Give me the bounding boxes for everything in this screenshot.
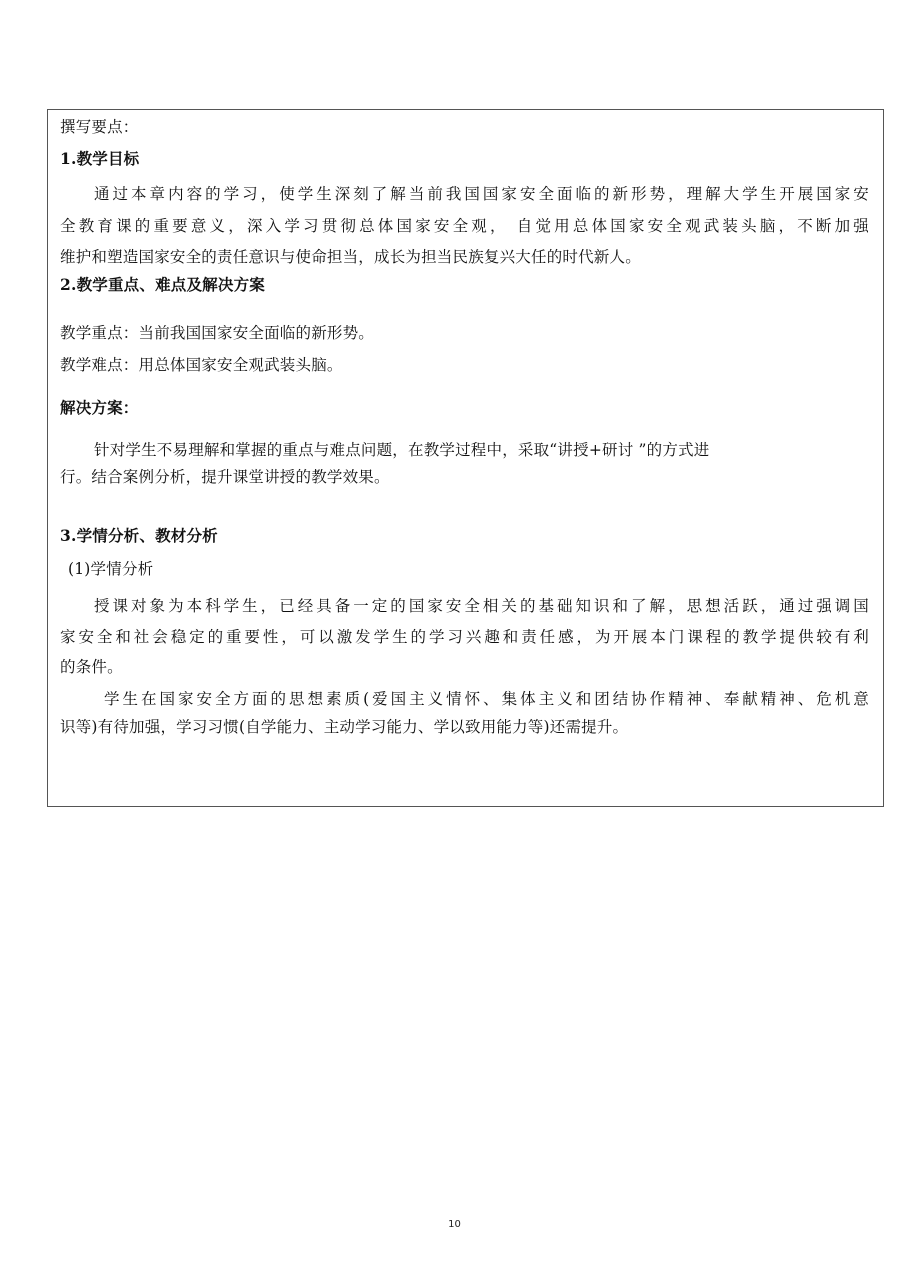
- goal-line-3: 维护和塑造国家安全的责任意识与使命担当，成长为担当民族复兴大任的时代新人。: [60, 248, 641, 266]
- solution-line-2: 行。结合案例分析，提升课堂讲授的教学效果。: [60, 468, 390, 486]
- page-number: 10: [448, 1219, 461, 1230]
- analysis-sub-heading: (1)学情分析: [68, 560, 154, 578]
- section-heading-focus: 2.教学重点、难点及解决方案: [60, 275, 265, 294]
- analysis-p1-line-3: 的条件。: [60, 658, 123, 676]
- solution-heading: 解决方案：: [60, 398, 139, 417]
- goal-line-1: 通过本章内容的学习，使学生深刻了解当前我国国家安全面临的新形势，理解大学生开展国家安: [94, 185, 869, 203]
- section-heading-analysis: 3.学情分析、教材分析: [60, 526, 218, 545]
- analysis-p1-line-2: 家安全和社会稳定的重要性，可以激发学生的学习兴趣和责任感，为开展本门课程的教学提供较有利: [60, 628, 869, 646]
- analysis-p2-line-1: 学生在国家安全方面的思想素质(爱国主义情怀、集体主义和团结协作精神、奉献精神、危机意: [104, 690, 869, 708]
- solution-line-1: 针对学生不易理解和掌握的重点与难点问题，在教学过程中，采取“讲授+研讨 ”的方式进: [94, 441, 710, 459]
- analysis-p1-line-1: 授课对象为本科学生，已经具备一定的国家安全相关的基础知识和了解，思想活跃，通过强调国: [94, 597, 869, 615]
- content-frame: [47, 109, 884, 807]
- key-point-text: 教学重点：当前我国国家安全面临的新形势。: [60, 324, 375, 342]
- goal-line-2: 全教育课的重要意义，深入学习贯彻总体国家安全观， 自觉用总体国家安全观武装头脑，不断加强: [60, 217, 869, 235]
- intro-label: 撰写要点：: [60, 118, 139, 136]
- difficulty-text: 教学难点：用总体国家安全观武装头脑。: [60, 356, 343, 374]
- analysis-p2-line-2: 识等)有待加强，学习习惯(自学能力、主动学习能力、学以致用能力等)还需提升。: [60, 718, 629, 736]
- section-heading-goal: 1.教学目标: [60, 149, 140, 168]
